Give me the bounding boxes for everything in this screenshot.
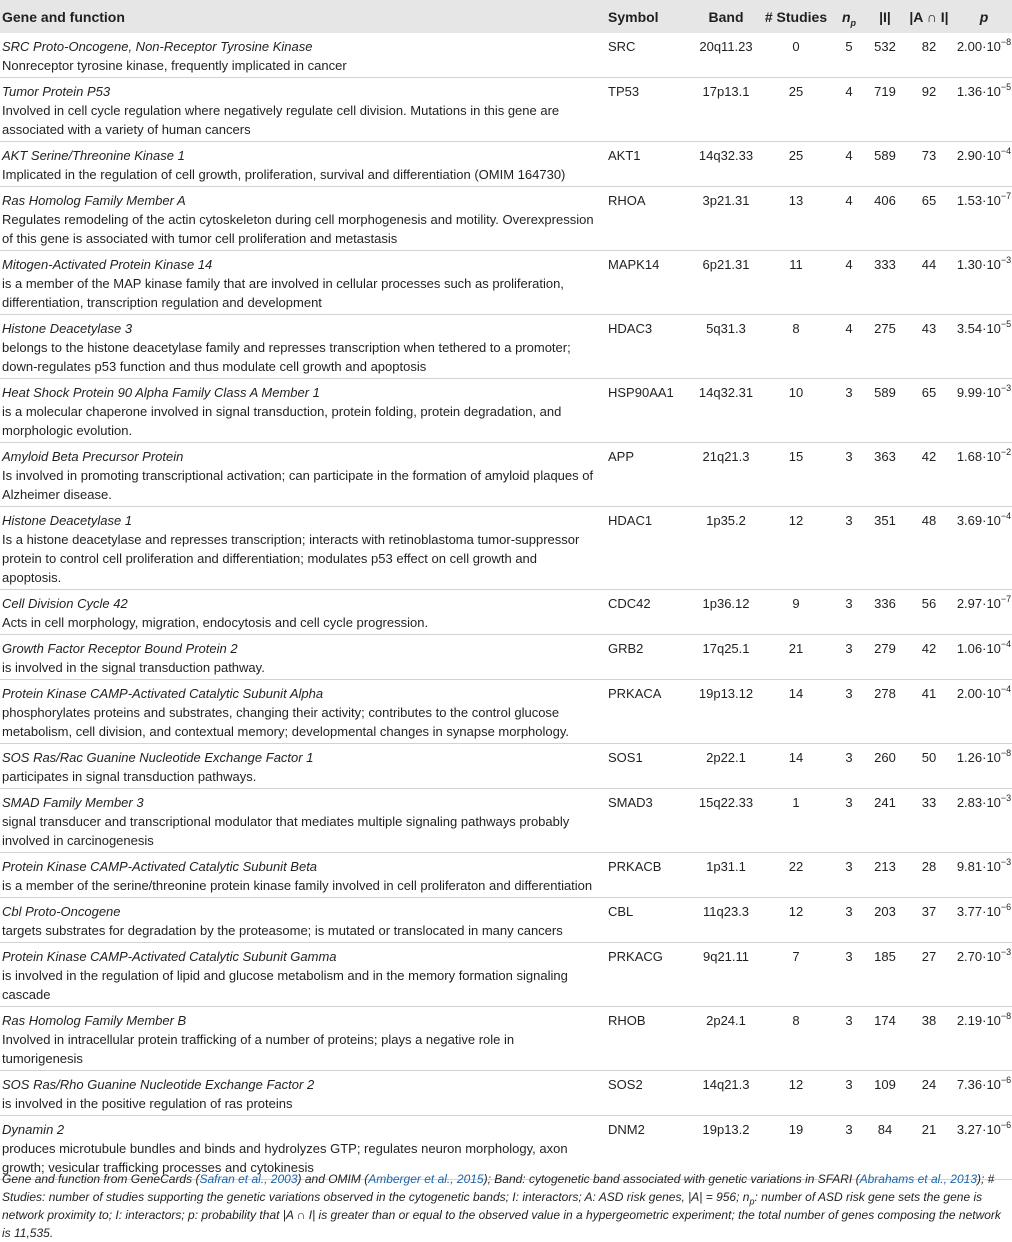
np-cell: 3 xyxy=(845,1013,853,1028)
interactors-cell: 213 xyxy=(874,859,896,874)
gene-cell xyxy=(0,590,602,635)
band-cell: 14q32.33 xyxy=(698,148,754,163)
intersection-cell: 44 xyxy=(921,257,937,272)
p-value-cell: $3.27\cdot 10^{-6}$ xyxy=(956,1119,1012,1137)
studies-cell: 25 xyxy=(788,84,804,99)
studies-cell: 11 xyxy=(789,257,803,272)
gene-function: participates in signal transduction pathways. xyxy=(2,769,257,784)
gene-name: Ras Homolog Family Member A xyxy=(2,193,186,208)
gene-function: produces microtubule bundles and binds and hydrolyzes GTP; regulates neuron morphology, axon growth; vesicular trafficking processes and cytokinesis xyxy=(2,1141,568,1175)
gene-function: is a member of the serine/threonine protein kinase family involved in cell proliferaton and differentiation xyxy=(2,878,593,893)
band-cell: 19p13.2 xyxy=(702,1122,750,1137)
intersection-cell: 38 xyxy=(921,1013,937,1028)
gene-name: Histone Deacetylase 1 xyxy=(2,513,133,528)
gene-name: Heat Shock Protein 90 Alpha Family Class A Member 1 xyxy=(2,385,320,400)
gene-function: Nonreceptor tyrosine kinase, frequently implicated in cancer xyxy=(2,58,347,73)
table-row xyxy=(0,680,1012,744)
studies-cell: 12 xyxy=(788,904,804,919)
interactors-cell: 203 xyxy=(874,904,896,919)
interactors-cell: 333 xyxy=(874,257,896,272)
intersection-cell: 43 xyxy=(921,321,937,336)
p-value-cell: $1.36\cdot 10^{-5}$ xyxy=(956,81,1012,99)
table-row xyxy=(0,251,1012,315)
symbol-cell: RHOA xyxy=(608,193,646,208)
symbol-cell: SOS2 xyxy=(608,1077,643,1092)
interactors-cell: 241 xyxy=(874,795,896,810)
band-cell: 2p22.1 xyxy=(706,750,746,765)
studies-cell: 12 xyxy=(788,1077,804,1092)
band-cell: 9q21.11 xyxy=(702,949,750,964)
interactors-cell: 260 xyxy=(874,750,896,765)
intersection-cell: 56 xyxy=(921,596,937,611)
gene-function: is involved in the regulation of lipid and glucose metabolism and in the memory formation signaling cascade xyxy=(2,968,568,1002)
gene-cell xyxy=(0,789,602,853)
np-cell: 3 xyxy=(845,904,853,919)
interactors-cell: 406 xyxy=(874,193,896,208)
gene-cell xyxy=(0,744,602,789)
interactors-cell: 84 xyxy=(877,1122,893,1137)
intersection-cell: 37 xyxy=(921,904,937,919)
gene-cell xyxy=(0,898,602,943)
studies-cell: 12 xyxy=(788,513,804,528)
symbol-cell: SRC xyxy=(608,39,636,54)
citation-link-amberger[interactable]: Amberger et al., 2015 xyxy=(368,1172,484,1186)
band-cell: 21q21.3 xyxy=(702,449,750,464)
intersection-cell: 41 xyxy=(921,686,937,701)
interactors-cell: 589 xyxy=(874,148,896,163)
interactors-cell: 719 xyxy=(874,84,896,99)
intersection-cell: 28 xyxy=(921,859,937,874)
symbol-cell: SOS1 xyxy=(608,750,643,765)
studies-cell: 14 xyxy=(788,686,804,701)
p-value-cell: $2.90\cdot 10^{-4}$ xyxy=(956,145,1012,163)
intersection-cell: 24 xyxy=(921,1077,937,1092)
intersection-cell: 27 xyxy=(921,949,937,964)
interactors-cell: 351 xyxy=(874,513,896,528)
gene-name: Mitogen-Activated Protein Kinase 14 xyxy=(2,257,213,272)
studies-cell: 22 xyxy=(788,859,804,874)
table-row xyxy=(0,187,1012,251)
citation-link-safran[interactable]: Safran et al., 2003 xyxy=(199,1172,298,1186)
studies-cell: 7 xyxy=(792,949,800,964)
gene-cell xyxy=(0,853,602,898)
np-cell: 3 xyxy=(845,641,853,656)
gene-name: AKT Serine/Threonine Kinase 1 xyxy=(2,148,185,163)
gene-function: targets substrates for degradation by the proteasome; is mutated or translocated in many cancers xyxy=(2,923,563,938)
band-cell: 2p24.1 xyxy=(706,1013,746,1028)
studies-cell: 1 xyxy=(792,795,800,810)
gene-cell xyxy=(0,379,602,443)
gene-function: Involved in cell cycle regulation where negatively regulate cell division. Mutations in this gene are associated with a variety of human cancers xyxy=(2,103,560,137)
gene-cell xyxy=(0,78,602,142)
band-cell: 5q31.3 xyxy=(706,321,746,336)
p-value-cell: $2.00\cdot 10^{-4}$ xyxy=(956,683,1012,701)
gene-function: is involved in the positive regulation of ras proteins xyxy=(2,1096,293,1111)
gene-name: SOS Ras/Rac Guanine Nucleotide Exchange Factor 1 xyxy=(2,750,314,765)
gene-function: Is involved in promoting transcriptional activation; can participate in the formation of amyloid plaques of Alzheimer disease. xyxy=(2,468,594,502)
symbol-cell: PRKACG xyxy=(608,949,663,964)
p-value-cell: $2.00\cdot 10^{-8}$ xyxy=(956,36,1012,54)
gene-function: Involved in intracellular protein trafficking of a number of proteins; plays a negative role in tumorigenesis xyxy=(2,1032,515,1066)
np-cell: 3 xyxy=(845,949,853,964)
gene-name: Protein Kinase CAMP-Activated Catalytic Subunit Beta xyxy=(2,859,318,874)
band-cell: 1p36.12 xyxy=(702,596,750,611)
gene-name: Histone Deacetylase 3 xyxy=(2,321,133,336)
symbol-cell: HDAC3 xyxy=(608,321,653,336)
table-row xyxy=(0,33,1012,78)
studies-cell: 25 xyxy=(788,148,804,163)
symbol-cell: CBL xyxy=(608,904,634,919)
gene-function: belongs to the histone deacetylase family and represses transcription when tethered to a promoter; down-regulates p53 function and thus modulate cell growth and apoptosis xyxy=(2,340,571,374)
p-value-cell: $3.69\cdot 10^{-4}$ xyxy=(956,510,1012,528)
interactors-cell: 109 xyxy=(874,1077,896,1092)
p-value-cell: $7.36\cdot 10^{-6}$ xyxy=(956,1074,1012,1092)
gene-name: Protein Kinase CAMP-Activated Catalytic Subunit Gamma xyxy=(2,949,337,964)
gene-function: is a molecular chaperone involved in signal transduction, protein folding, protein degradation, and morphologic evolution. xyxy=(2,404,562,438)
np-cell: 4 xyxy=(845,84,853,99)
band-cell: 17p13.1 xyxy=(702,84,750,99)
p-value-cell: $9.81\cdot 10^{-3}$ xyxy=(956,856,1012,874)
header-band: Band xyxy=(708,8,744,25)
gene-cell xyxy=(0,187,602,251)
table-row xyxy=(0,379,1012,443)
np-cell: 3 xyxy=(845,859,853,874)
intersection-cell: 65 xyxy=(921,385,937,400)
table-row xyxy=(0,635,1012,680)
studies-cell: 15 xyxy=(788,449,804,464)
np-cell: 3 xyxy=(845,1077,853,1092)
symbol-cell: PRKACB xyxy=(608,859,662,874)
p-value-cell: $3.77\cdot 10^{-6}$ xyxy=(956,901,1012,919)
interactors-cell: 336 xyxy=(874,596,896,611)
studies-cell: 8 xyxy=(792,321,800,336)
symbol-cell: DNM2 xyxy=(608,1122,645,1137)
p-value-cell: $2.97\cdot 10^{-7}$ xyxy=(956,593,1012,611)
table-row xyxy=(0,590,1012,635)
np-cell: 3 xyxy=(845,1122,853,1137)
table-row xyxy=(0,1007,1012,1071)
gene-cell xyxy=(0,635,602,680)
gene-name: Cell Division Cycle 42 xyxy=(2,596,128,611)
symbol-cell: RHOB xyxy=(608,1013,646,1028)
gene-cell xyxy=(0,251,602,315)
p-value-cell: $1.30\cdot 10^{-3}$ xyxy=(956,254,1012,272)
gene-cell xyxy=(0,315,602,379)
gene-name: Protein Kinase CAMP-Activated Catalytic Subunit Alpha xyxy=(2,686,324,701)
gene-name: SMAD Family Member 3 xyxy=(2,795,144,810)
symbol-cell: CDC42 xyxy=(608,596,651,611)
band-cell: 15q22.33 xyxy=(698,795,754,810)
studies-cell: 13 xyxy=(788,193,804,208)
gene-function: is involved in the signal transduction pathway. xyxy=(2,660,265,675)
table-row xyxy=(0,943,1012,1007)
studies-cell: 9 xyxy=(792,596,800,611)
header-studies: # Studies xyxy=(764,8,828,25)
band-cell: 1p31.1 xyxy=(706,859,746,874)
gene-cell xyxy=(0,443,602,507)
header-intersection: |A ∩ I| xyxy=(909,8,949,25)
header-symbol: Symbol xyxy=(608,8,659,25)
symbol-cell: HSP90AA1 xyxy=(608,385,674,400)
studies-cell: 21 xyxy=(788,641,804,656)
np-cell: 4 xyxy=(845,321,853,336)
symbol-cell: TP53 xyxy=(608,84,640,99)
np-cell: 3 xyxy=(845,513,853,528)
intersection-cell: 21 xyxy=(921,1122,937,1137)
gene-cell xyxy=(0,1071,602,1116)
intersection-cell: 33 xyxy=(921,795,937,810)
header-row xyxy=(0,0,1012,33)
gene-name: Ras Homolog Family Member B xyxy=(2,1013,187,1028)
gene-function: phosphorylates proteins and substrates, changing their activity; contributes to the control glucose metabolism, cell division, and contextual memory; developmental changes in synapse morphology. xyxy=(2,705,569,739)
np-cell: 3 xyxy=(845,686,853,701)
p-value-cell: $2.70\cdot 10^{-3}$ xyxy=(956,946,1012,964)
table-row xyxy=(0,443,1012,507)
band-cell: 11q23.3 xyxy=(702,904,750,919)
gene-cell xyxy=(0,33,602,78)
np-cell: 3 xyxy=(845,596,853,611)
p-value-cell: $2.83\cdot 10^{-3}$ xyxy=(956,792,1012,810)
table-row xyxy=(0,789,1012,853)
symbol-cell: PRKACA xyxy=(608,686,662,701)
table-row xyxy=(0,142,1012,187)
np-cell: 4 xyxy=(845,257,853,272)
band-cell: 6p21.31 xyxy=(702,257,750,272)
studies-cell: 0 xyxy=(792,39,800,54)
gene-cell xyxy=(0,680,602,744)
gene-name: SRC Proto-Oncogene, Non-Receptor Tyrosine Kinase xyxy=(2,39,313,54)
header-gene-function: Gene and function xyxy=(2,8,125,25)
gene-function: is a member of the MAP kinase family that are involved in cellular processes such as proliferation, differentiation, transcription regulation and development xyxy=(2,276,564,310)
gene-name: Growth Factor Receptor Bound Protein 2 xyxy=(2,641,238,656)
intersection-cell: 50 xyxy=(921,750,937,765)
gene-cell xyxy=(0,1007,602,1071)
gene-function: Regulates remodeling of the actin cytoskeleton during cell morphogenesis and motility. Overexpression of this gene is associated with tumor cell proliferation and metastasis xyxy=(2,212,594,246)
symbol-cell: MAPK14 xyxy=(608,257,660,272)
gene-cell xyxy=(0,142,602,187)
intersection-cell: 92 xyxy=(921,84,937,99)
gene-cell xyxy=(0,507,602,590)
np-cell: 3 xyxy=(845,385,853,400)
gene-name: Tumor Protein P53 xyxy=(2,84,111,99)
gene-function: Is a histone deacetylase and represses transcription; interacts with retinoblastoma tumor-suppressor protein to control cell proliferation and differentiation; modulates p53 effect on cell growth and apoptosis. xyxy=(2,532,580,585)
intersection-cell: 73 xyxy=(921,148,937,163)
table-row xyxy=(0,507,1012,590)
interactors-cell: 275 xyxy=(874,321,896,336)
interactors-cell: 278 xyxy=(874,686,896,701)
np-cell: 4 xyxy=(845,193,853,208)
gene-name: Amyloid Beta Precursor Protein xyxy=(2,449,184,464)
table-row xyxy=(0,1071,1012,1116)
gene-name: SOS Ras/Rho Guanine Nucleotide Exchange Factor 2 xyxy=(2,1077,315,1092)
band-cell: 14q32.31 xyxy=(698,385,754,400)
symbol-cell: GRB2 xyxy=(608,641,644,656)
header-interactors: |I| xyxy=(879,8,891,25)
citation-link-abrahams[interactable]: Abrahams et al., 2013 xyxy=(859,1172,977,1186)
studies-cell: 10 xyxy=(788,385,804,400)
studies-cell: 8 xyxy=(792,1013,800,1028)
table-footnote: Gene and function from GeneCards (Safran et al., 2003) and OMIM (Amberger et al., 2015); Band: cytogenetic band associated with genetic variations in SFARI (Abrahams et al., 2013); # Studies: number of studies supporting the genetic variations observed in the cytogenetic bands; I: interactors; A: ASD risk genes, |A| = 956; $n_p$: number of ASD risk gene sets the gene is network proximity to; I: interactors; p: probability that |A ∩ I| is greater than or equal to the observed value in a hypergeometric experiment; the total number of genes composing the network is 11,535. xyxy=(2,1172,1001,1240)
interactors-cell: 363 xyxy=(874,449,896,464)
table-row xyxy=(0,898,1012,943)
band-cell: 1p35.2 xyxy=(706,513,746,528)
p-value-cell: $1.26\cdot 10^{-8}$ xyxy=(956,747,1012,765)
band-cell: 14q21.3 xyxy=(702,1077,750,1092)
intersection-cell: 82 xyxy=(921,39,937,54)
gene-name: Cbl Proto-Oncogene xyxy=(2,904,121,919)
interactors-cell: 532 xyxy=(874,39,896,54)
gene-function: signal transducer and transcriptional modulator that mediates multiple signaling pathways probably involved in carcinogenesis xyxy=(2,814,570,848)
header-p: p xyxy=(979,8,989,25)
p-value-cell: $2.19\cdot 10^{-8}$ xyxy=(956,1010,1012,1028)
table-row xyxy=(0,744,1012,789)
gene-function: Acts in cell morphology, migration, endocytosis and cell cycle progression. xyxy=(2,615,429,630)
interactors-cell: 174 xyxy=(874,1013,896,1028)
studies-cell: 19 xyxy=(788,1122,804,1137)
table-row xyxy=(0,315,1012,379)
symbol-cell: APP xyxy=(608,449,635,464)
p-value-cell: $1.68\cdot 10^{-2}$ xyxy=(956,446,1012,464)
gene-cell xyxy=(0,943,602,1007)
symbol-cell: AKT1 xyxy=(608,148,641,163)
table-row xyxy=(0,853,1012,898)
p-value-cell: $3.54\cdot 10^{-5}$ xyxy=(956,318,1012,336)
symbol-cell: HDAC1 xyxy=(608,513,653,528)
np-cell: 3 xyxy=(845,750,853,765)
intersection-cell: 65 xyxy=(921,193,937,208)
p-value-cell: $9.99\cdot 10^{-3}$ xyxy=(956,382,1012,400)
interactors-cell: 589 xyxy=(874,385,896,400)
np-cell: 5 xyxy=(845,39,853,54)
intersection-cell: 42 xyxy=(921,449,937,464)
band-cell: 20q11.23 xyxy=(699,39,753,54)
np-cell: 3 xyxy=(845,449,853,464)
gene-name: Dynamin 2 xyxy=(2,1122,65,1137)
interactors-cell: 185 xyxy=(874,949,896,964)
p-value-cell: $1.06\cdot 10^{-4}$ xyxy=(956,638,1012,656)
np-cell: 3 xyxy=(845,795,853,810)
band-cell: 19p13.12 xyxy=(698,686,754,701)
studies-cell: 14 xyxy=(788,750,804,765)
p-value-cell: $1.53\cdot 10^{-7}$ xyxy=(956,190,1012,208)
band-cell: 3p21.31 xyxy=(702,193,750,208)
header-np: $n_p$ xyxy=(841,8,857,28)
symbol-cell: SMAD3 xyxy=(608,795,653,810)
table-row xyxy=(0,78,1012,142)
intersection-cell: 48 xyxy=(921,513,937,528)
gene-function: Implicated in the regulation of cell growth, proliferation, survival and differentiation (OMIM 164730) xyxy=(2,167,566,182)
np-cell: 4 xyxy=(845,148,853,163)
intersection-cell: 42 xyxy=(921,641,937,656)
band-cell: 17q25.1 xyxy=(702,641,750,656)
interactors-cell: 279 xyxy=(874,641,896,656)
